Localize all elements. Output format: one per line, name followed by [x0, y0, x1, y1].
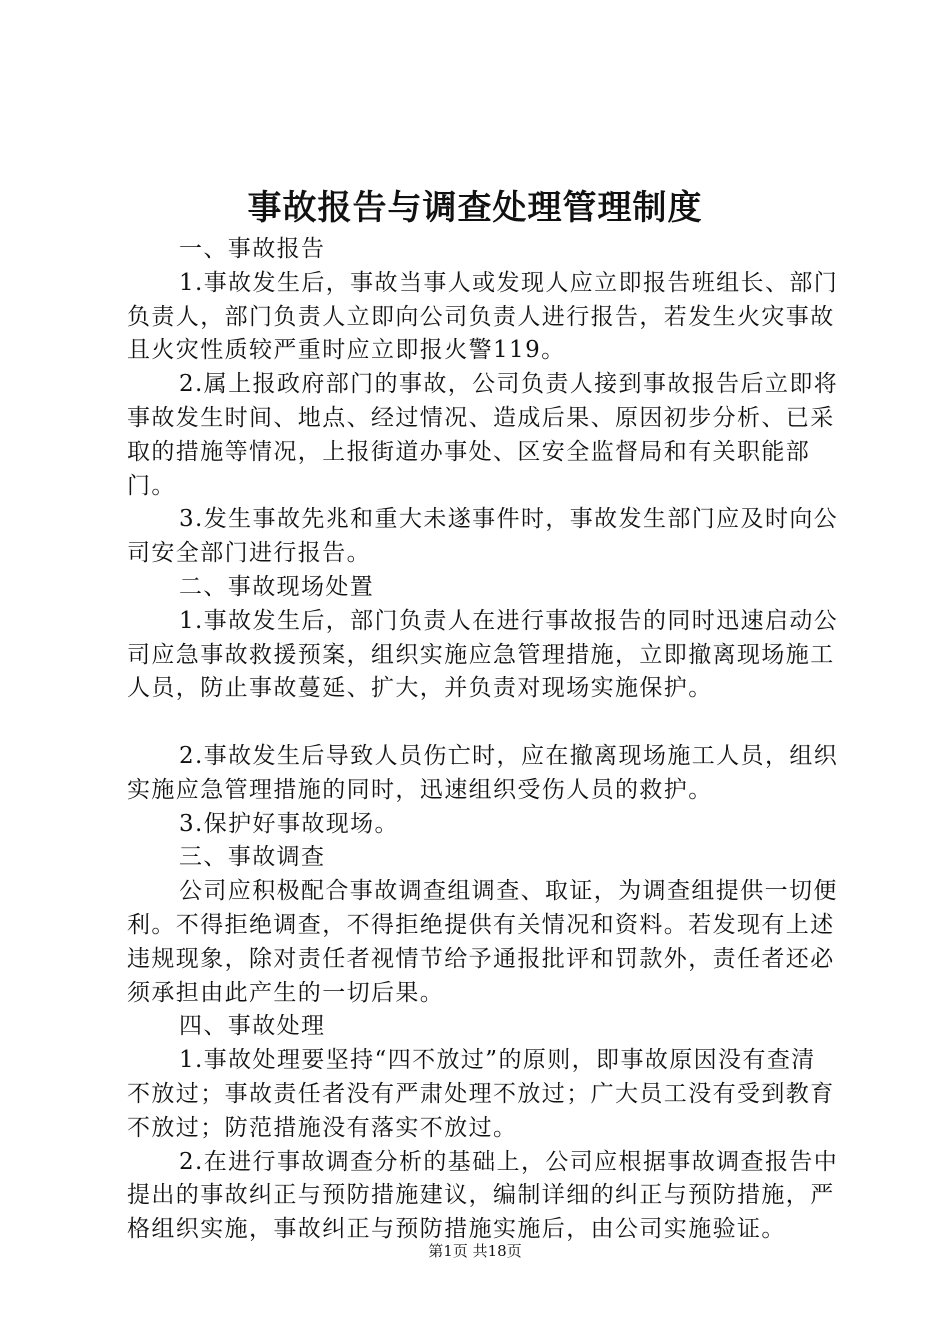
paragraph-scene-2: 2.事故发生后导致人员伤亡时，应在撤离现场施工人员，组织实施应急管理措施的同时，迅速组织受伤人员的救护。 — [127, 742, 839, 803]
paragraph-handling-1: 1.事故处理要坚持“四不放过”的原则，即事故原因没有查清不放过；事故责任者没有严肃处理不放过；广大员工没有受到教育不放过；防范措施没有落实不放过。 — [127, 1047, 835, 1141]
paragraph-report-3: 3.发生事故先兆和重大未遂事件时，事故发生部门应及时向公司安全部门进行报告。 — [127, 506, 839, 567]
section-heading-report: 一、事故报告 — [179, 236, 326, 262]
paragraph-report-1: 1.事故发生后，事故当事人或发现人应立即报告班组长、部门负责人，部门负责人立即向公司负责人进行报告，若发生火灾事故且火灾性质较严重时应立即报火警119。 — [127, 269, 839, 364]
paragraph-scene-3: 3.保护好事故现场。 — [179, 810, 399, 837]
page-footer: 第1页 共18页 — [428, 1242, 522, 1260]
paragraph-investigation: 公司应积极配合事故调查组调查、取证，为调查组提供一切便利。不得拒绝调查，不得拒绝提供有关情况和资料。若发现有上述违规现象，除对责任者视情节给予通报批评和罚款外，责任者还必须承担由此产生的一切后果。 — [127, 878, 838, 1006]
paragraph-handling-2: 2.在进行事故调查分析的基础上，公司应根据事故调查报告中提出的事故纠正与预防措施建议，编制详细的纠正与预防措施，严格组织实施，事故纠正与预防措施实施后，由公司实施验证。 — [127, 1148, 839, 1243]
section-heading-handling: 四、事故处理 — [179, 1013, 326, 1040]
document-body — [127, 233, 839, 1247]
section-heading-scene: 二、事故现场处置 — [179, 573, 375, 600]
paragraph-report-2: 2.属上报政府部门的事故，公司负责人接到事故报告后立即将事故发生时间、地点、经过情况、造成后果、原因初步分析、已采取的措施等情况，上报街道办事处、区安全监督局和有关职能部门。 — [127, 371, 839, 499]
section-heading-investigation: 三、事故调查 — [179, 844, 326, 871]
paragraph-scene-1: 1.事故发生后，部门负责人在进行事故报告的同时迅速启动公司应急事故救援预案，组织实施应急管理措施，立即撤离现场施工人员，防止事故蔓延、扩大，并负责对现场实施保护。 — [127, 607, 839, 702]
paragraph-spacer — [127, 706, 839, 740]
document-title: 事故报告与调查处理管理制度 — [247, 188, 703, 228]
